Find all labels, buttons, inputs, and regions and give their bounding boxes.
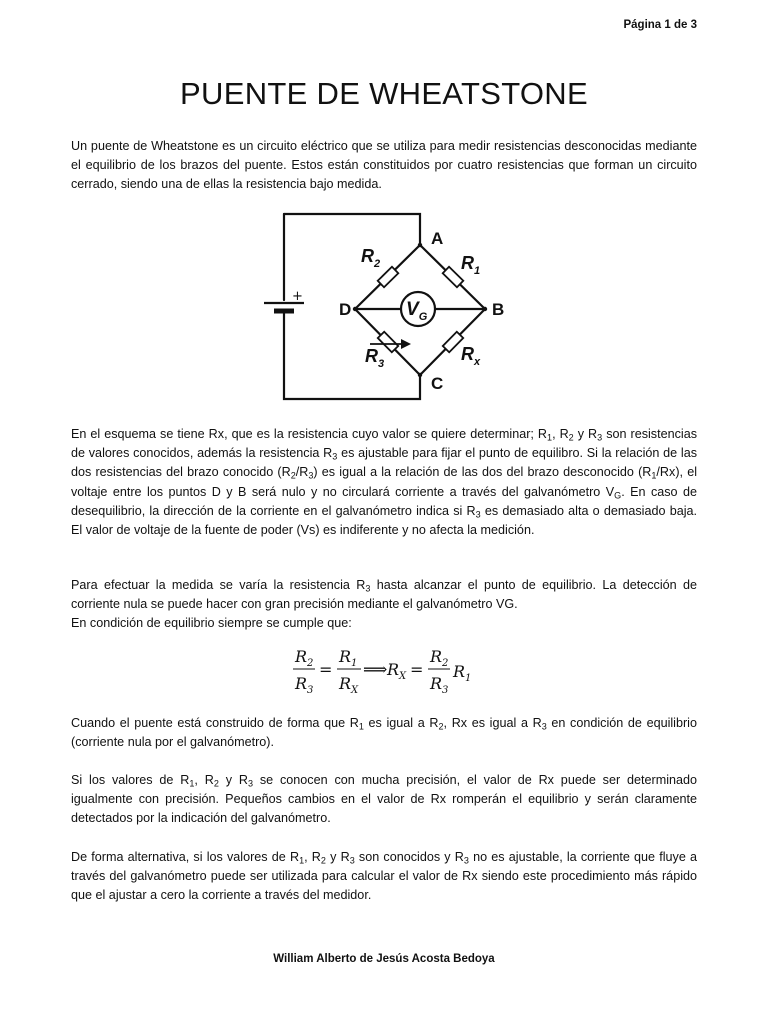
intro-paragraph [71,137,697,195]
formula-f1-num: $R_2$ [295,647,314,669]
paragraph-measurement-text: Para efectuar la medida se varía la resistencia $R_3$ hasta alcanzar el punto de equilibrio. La detección de corriente nula se puede hacer con gran precisión mediante el galvanómetro VG. [71,578,697,612]
resistor-r3 [378,332,398,353]
intro-text: Un puente de Wheatstone es un circuito eléctrico que se utiliza para medir resistencias desconocidas mediante el equilibrio de los brazos del puente. Estos están constituidos por cuatro resistencias que forman un circuito cerrado, siendo una de ellas la resistencia bajo medida. [71,139,697,192]
wire-left-bottom [284,313,420,399]
paragraph-alternative-text: De forma alternativa, si los valores de $R_1$, $R_2$ y $R_3$ son conocidos y $R_3$ no es ajustable, la corriente que fluye a través del galvanómetro puede ser utilizada para calcular el valor de Rx siendo este procedimiento más rápido que el ajustar a cero la corriente a través del medidor. [71,850,698,903]
wheatstone-bridge-diagram [255,208,515,408]
paragraph-precision [71,771,697,829]
formula-tail: $R_1$ [453,662,472,684]
node-a-dot [418,243,422,247]
label-r3: $R_3$ [365,346,385,370]
formula-eq1: = [319,660,333,679]
formula-f1-den: $R_3$ [295,674,314,696]
node-d-dot [353,307,357,311]
page-title: PUENTE DE WHEATSTONE [180,76,588,111]
paragraph-equal-case [71,714,697,752]
formula-f2-den: $R_X$ [339,674,359,696]
battery-symbol [264,303,304,311]
paragraph-measurement [71,576,697,634]
formula-eq2: = [410,660,424,679]
page-number: Página 1 de 3 [623,19,697,31]
node-c-label: C [431,374,444,393]
footer-author: William Alberto de Jesús Acosta Bedoya [273,953,495,965]
wire-top [284,214,420,245]
paragraph-alternative [71,848,697,906]
paragraph-schema [71,425,697,540]
label-r2: $R_2$ [361,246,381,270]
label-r1: $R_1$ [461,253,481,277]
paragraph-schema-text: En el esquema se tiene Rx, que es la resistencia cuyo valor se quiere determinar; $R_1$, $R_2$ y $R_3$ son resistencias de valores conocidos, además la resistencia $R_3$ es ajustable para fijar el punto de equilibro. Si la relación de las dos resistencias del brazo conocido $(R_2/R_3)$ es igual a la relación de las dos del brazo desconocido $(R_1/Rx)$, el voltaje entre los puntos D y B será nulo y no circulará corriente a través del galvanómetro $V_G$. En caso de desequilibrio, la dirección de la corriente en el galvanómetro indica si $R_3$ es demasiado alta o demasiado baja. El valor de voltaje de la fuente de poder (Vs) es indiferente y no afecta la medición. [71,427,698,538]
node-d-label: D [339,300,352,319]
node-b-dot [483,307,487,311]
node-a-label: A [431,229,444,248]
battery-plus-label: + [292,289,303,304]
formula-f3-num: $R_2$ [430,647,449,669]
galvanometer-label: $V_G$ [406,299,428,323]
node-c-dot [418,373,422,377]
formula-implies: ⟹ [363,660,388,680]
node-b-label: B [492,300,505,319]
formula-lhs: $R_X$ [387,660,407,682]
formula-f2-num: $R_1$ [339,647,358,669]
paragraph-precision-text: Si los valores de $R_1$, $R_2$ y $R_3$ se conocen con mucha precisión, el valor de Rx puede ser determinado igualmente con precisión. Pequeños cambios en el valor de Rx romperán el equilibrio y serán claramente detectados por la indicación del galvanómetro. [71,773,698,826]
label-rx: $R_x$ [461,344,481,368]
paragraph-equal-case-text: Cuando el puente está construido de forma que $R_1$ es igual a $R_2$, Rx es igual a $R_3$ en condición de equilibrio (corriente nula por el galvanómetro). [71,716,697,750]
resistor-r2 [378,267,399,287]
formula-f3-den: $R_3$ [430,674,449,696]
balance-formula [288,644,488,700]
paragraph-equilibrium-intro: En condición de equilibrio siempre se cumple que: [71,616,352,631]
